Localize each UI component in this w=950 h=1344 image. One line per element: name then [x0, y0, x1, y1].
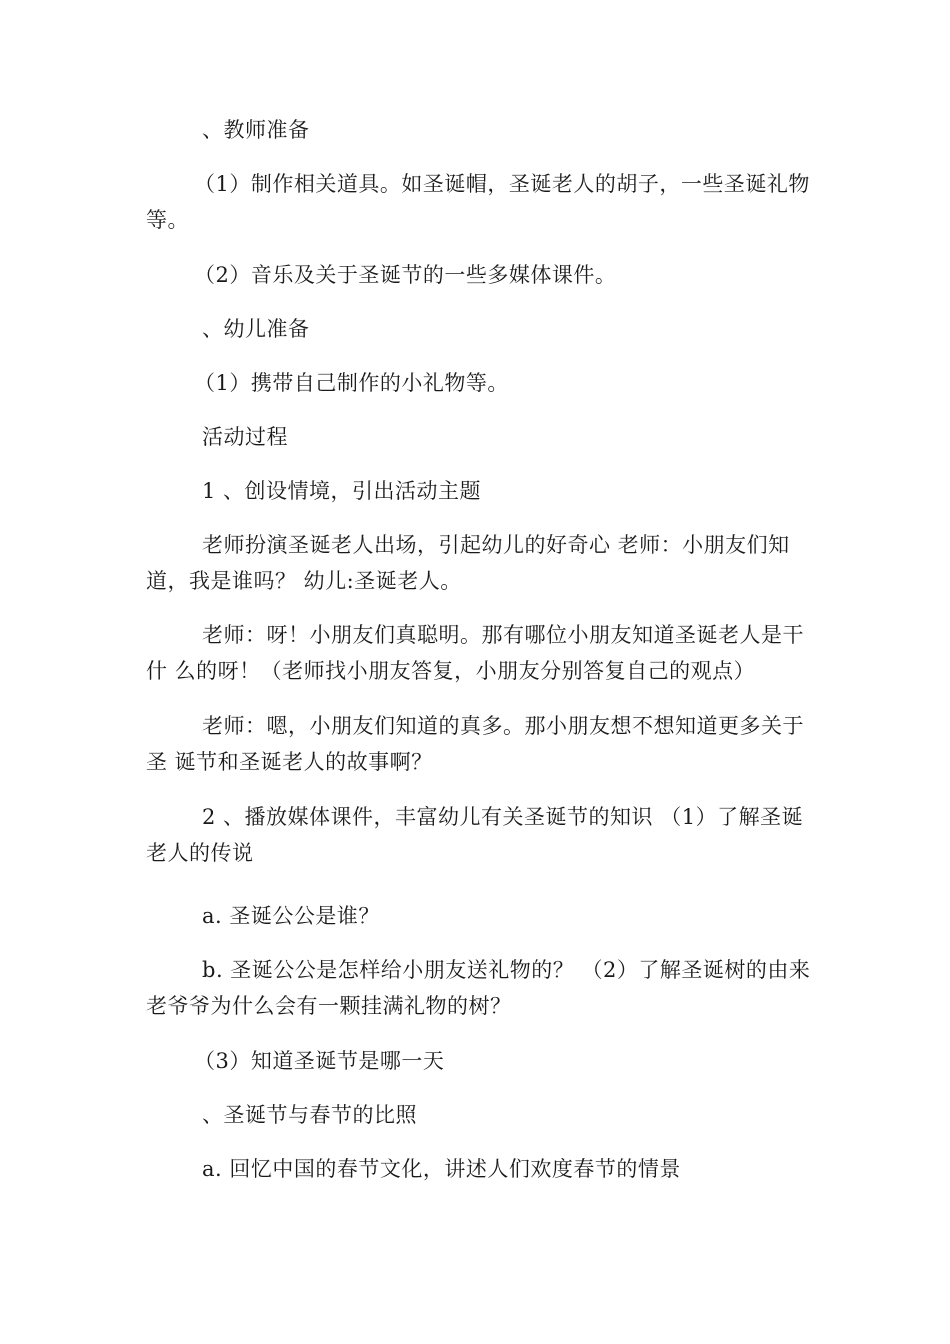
paragraph-item-a: a. 圣诞公公是谁？ — [202, 904, 380, 928]
heading-teacher-prep: 、教师准备 — [202, 118, 310, 142]
paragraph-teacher-item-1: （1）制作相关道具。如圣诞帽，圣诞老人的胡子，一些圣诞礼物等。 — [146, 172, 810, 232]
paragraph-teacher-item-2: （2）音乐及关于圣诞节的一些多媒体课件。 — [194, 263, 617, 287]
paragraph-spring-festival: a. 回忆中国的春节文化，讲述人们欢度春节的情景 — [202, 1157, 681, 1181]
heading-step-1: 1 、创设情境，引出活动主题 — [202, 479, 482, 503]
heading-step-2: 2 、播放媒体课件，丰富幼儿有关圣诞节的知识 （1）了解圣诞老人的传说 — [146, 805, 804, 865]
heading-child-prep: 、幼儿准备 — [202, 317, 310, 341]
heading-activity-process: 活动过程 — [202, 425, 288, 449]
paragraph-dialogue-2: 老师：呀！小朋友们真聪明。那有哪位小朋友知道圣诞老人是干什 么的呀！（老师找小朋友答复，小朋友分别答复自己的观点） — [146, 623, 804, 683]
paragraph-item-b: b. 圣诞公公是怎样给小朋友送礼物的？ （2）了解圣诞树的由来 老爷爷为什么会有一颗挂满礼物的树？ — [146, 958, 811, 1018]
paragraph-dialogue-3: 老师：嗯，小朋友们知道的真多。那小朋友想不想知道更多关于圣 诞节和圣诞老人的故事啊？ — [146, 714, 804, 774]
paragraph-item-3: （3）知道圣诞节是哪一天 — [194, 1049, 445, 1073]
heading-comparison: 、圣诞节与春节的比照 — [202, 1103, 417, 1127]
paragraph-dialogue-1: 老师扮演圣诞老人出场，引起幼儿的好奇心 老师：小朋友们知道，我是谁吗？ 幼儿:圣诞老人。 — [146, 533, 790, 593]
paragraph-child-item-1: （1）携带自己制作的小礼物等。 — [194, 371, 509, 395]
